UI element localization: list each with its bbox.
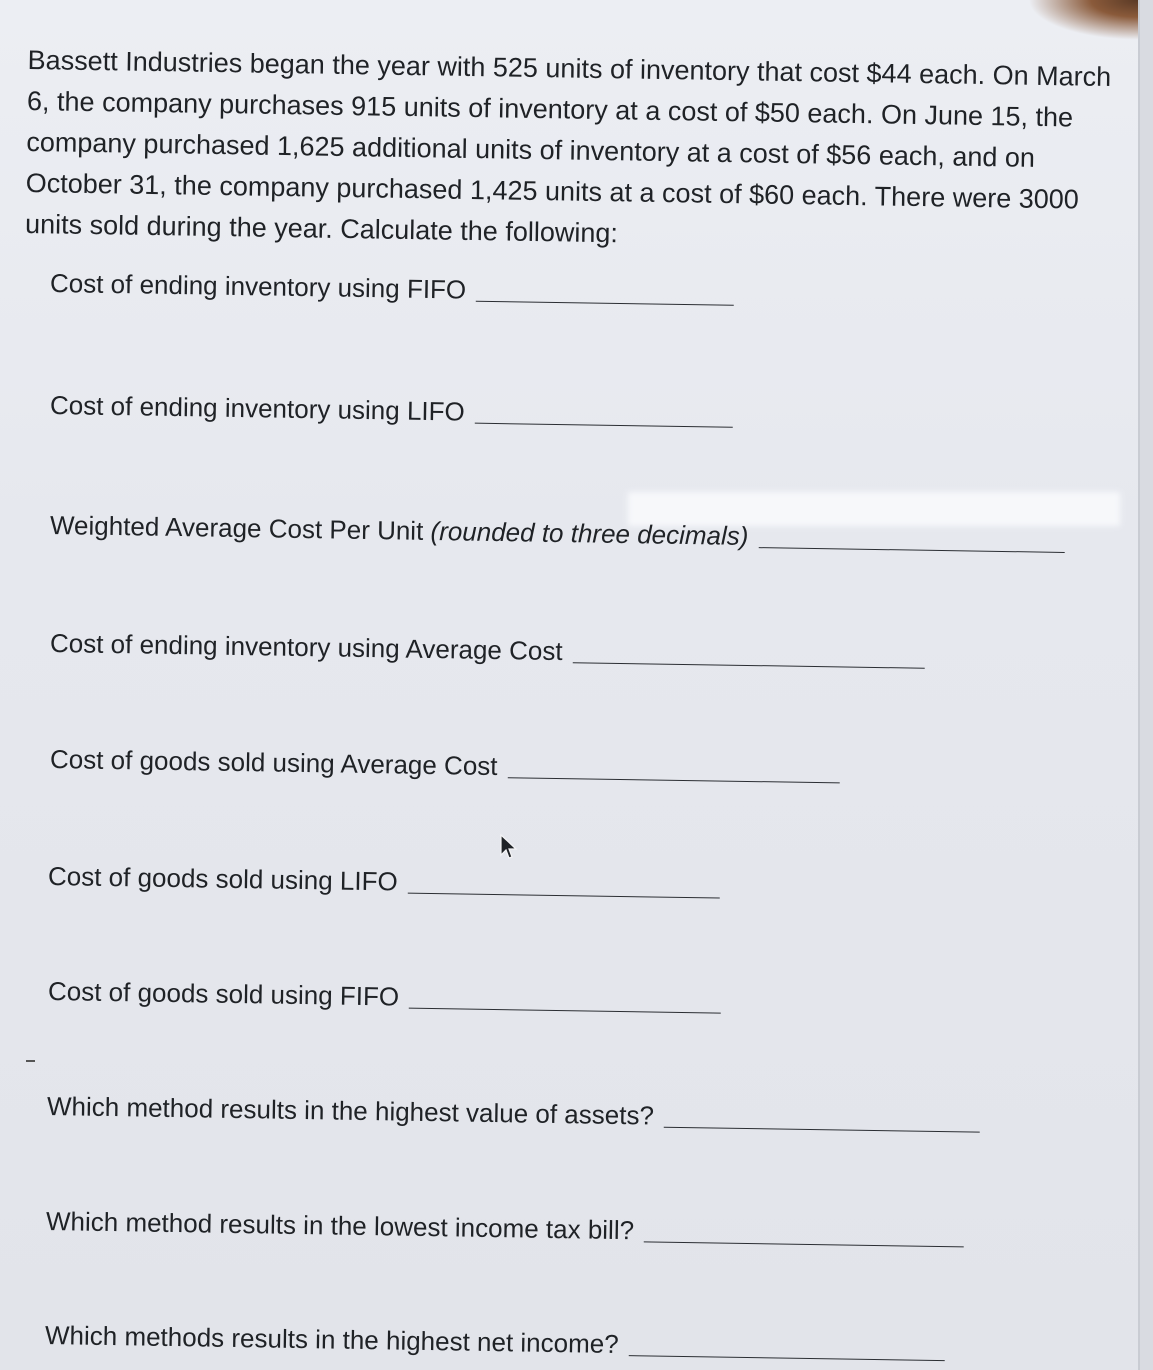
mouse-cursor-icon	[498, 833, 520, 861]
answer-blank-weighted-average-cost[interactable]	[758, 546, 1064, 553]
question-label: Cost of ending inventory using Average Cost	[49, 628, 563, 667]
answer-blank-fifo-ending-inventory[interactable]	[476, 300, 734, 306]
photo-corner-shadow	[1028, 0, 1138, 40]
question-average-cogs	[50, 744, 840, 787]
answer-blank-lowest-tax[interactable]	[644, 1240, 964, 1247]
question-label: Cost of goods sold using Average Cost	[49, 744, 498, 782]
question-label: Which method results in the highest value of assets?	[46, 1091, 655, 1131]
answer-blank-average-ending-inventory[interactable]	[572, 661, 924, 669]
answer-blank-highest-assets[interactable]	[664, 1126, 980, 1133]
answer-blank-fifo-cogs[interactable]	[409, 1007, 721, 1014]
question-lifo-cogs	[48, 861, 720, 903]
question-label-note: (rounded to three decimals)	[430, 515, 749, 551]
question-label: Cost of goods sold using LIFO	[47, 861, 398, 897]
answer-blank-lifo-cogs[interactable]	[408, 892, 720, 899]
answer-blank-highest-net-income[interactable]	[628, 1354, 944, 1361]
answer-blank-average-cogs[interactable]	[507, 776, 839, 783]
question-label: Cost of ending inventory using LIFO	[49, 390, 465, 427]
problem-statement: Bassett Industries began the year with 525 units of inventory that cost $44 each. On March 6, the company purchases 915 units of inventory at a cost of $50 each. On June 15, the company purchased 1,625 additional units of inventory at a cost of $56 each, and on October 31, the company purchased 1,425 units at a cost of $60 each. There were 3000 units sold during the year. Calculate the following:	[24, 44, 1112, 249]
question-fifo-cogs	[48, 976, 722, 1018]
question-label: Which methods results in the highest net income?	[44, 1320, 619, 1360]
margin-mark	[26, 1060, 35, 1062]
question-lifo-ending-inventory	[50, 390, 733, 432]
question-label: Cost of ending inventory using FIFO	[49, 268, 467, 305]
question-highest-assets	[47, 1091, 980, 1137]
answer-blank-lifo-ending-inventory[interactable]	[475, 422, 733, 428]
question-label-main: Weighted Average Cost Per Unit	[49, 510, 431, 546]
question-label: Which method results in the lowest income tax bill?	[45, 1206, 635, 1246]
question-highest-net-income	[45, 1320, 945, 1365]
question-label: Cost of goods sold using FIFO	[47, 976, 400, 1012]
question-fifo-ending-inventory	[50, 268, 735, 310]
question-lowest-tax	[46, 1206, 965, 1251]
question-average-ending-inventory	[50, 628, 925, 673]
